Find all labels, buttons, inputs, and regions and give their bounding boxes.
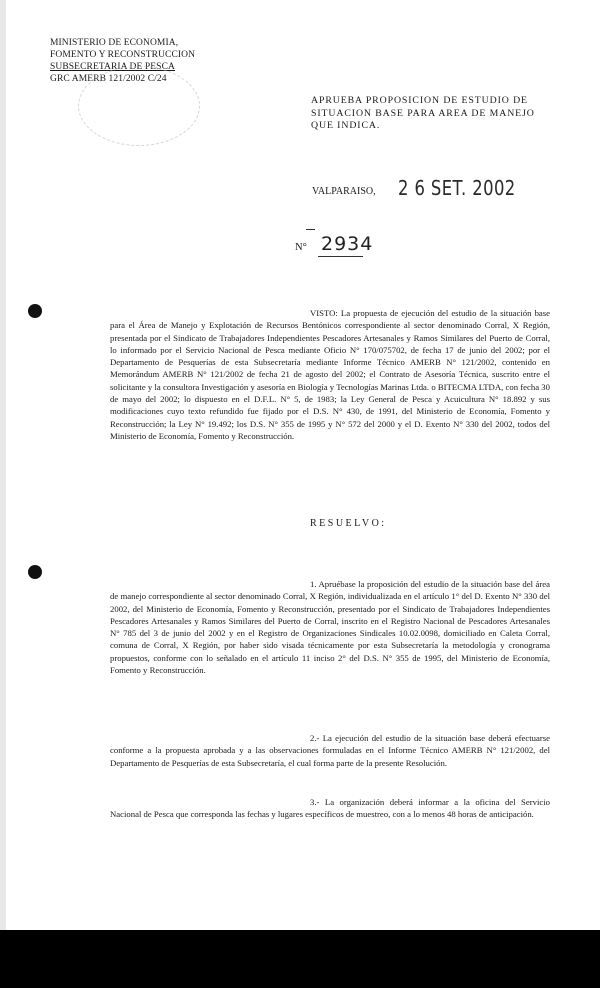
article-3-paragraph	[110, 796, 550, 821]
scan-edge	[0, 0, 6, 988]
article-2-paragraph	[110, 732, 550, 769]
number-dash	[306, 229, 315, 230]
ministry-line-2: FOMENTO Y RECONSTRUCCION	[50, 50, 196, 60]
visto-paragraph	[110, 307, 550, 442]
number-underline	[318, 256, 363, 257]
faded-seal-stamp	[78, 66, 200, 146]
subsecretaria-line: SUBSECRETARIA DE PESCA	[50, 62, 175, 72]
reference-code: GRC AMERB 121/2002 C/24	[50, 74, 167, 84]
resolution-title: APRUEBA PROPOSICION DE ESTUDIO DE SITUACION BASE PARA AREA DE MANEJO QUE INDICA.	[311, 95, 535, 131]
date-stamp: 2 6 SET. 2002	[398, 176, 516, 200]
place-label: VALPARAISO,	[312, 186, 376, 197]
article-1-paragraph	[110, 578, 550, 676]
number-label: N°	[295, 242, 307, 253]
article-3-text: 3.- La organización deberá informar a la oficina del Servicio Nacional de Pesca que corresponda las fechas y lugares específicos de muestreo, con a lo menos 48 horas de anticipación.	[110, 797, 550, 820]
ministry-line: MINISTERIO DE ECONOMIA,	[50, 38, 179, 48]
scan-bottom-band	[0, 930, 600, 988]
visto-text: VISTO: La propuesta de ejecución del estudio de la situación base para el Área de Manejo y Explotación de Recursos Bentónicos correspondiente al sector denominado Corral, X Región, presentada por el Sindicato de Trabajadores Independientes Pescadores Artesanales y Ramos Similares del Puerto de Corral, lo informado por el Servicio Nacional de Pesca mediante Oficio N° 170/075702, de fecha 17 de junio del 2002; por el Departamento de Pesquerías de esta Subsecretaría mediante Informe Técnico AMERB N° 121/2002, contenido en Memorándum AMERB N° 121/2002 de fecha 21 de agosto del 2002; el Contrato de Asesoría Técnica, suscrito entre el solicitante y la consultora Investigación y asesoría en Biología y Tecnologías Marinas Ltda. o BITECMA LTDA, con fecha 30 de mayo del 2002; lo dispuesto en el D.F.L. N° 5, de 1983; la Ley General de Pesca y Acuicultura N° 18.892 y sus modificaciones cuyo texto refundido fue fijado por el D.S. N° 430, de 1991, del Ministerio de Economía, Fomento y Reconstrucción; la Ley N° 19.492; los D.S. N° 355 de 1995 y N° 572 del 2000 y el D. Exento N° 330 del 2002, todos del Ministerio de Economía, Fomento y Reconstrucción.	[110, 308, 550, 441]
punch-hole-upper	[28, 304, 42, 318]
resuelvo-heading: RESUELVO:	[310, 518, 387, 529]
article-2-text: 2.- La ejecución del estudio de la situación base deberá efectuarse conforme a la propuesta aprobada y a las observaciones formuladas en el Informe Técnico AMERB N° 121/2002, del Departamento de Pesquerías de esta Subsecretaría, el cual forma parte de la presente Resolución.	[110, 733, 550, 768]
resolution-number: 2934	[321, 233, 374, 255]
article-1-text: 1. Apruébase la proposición del estudio de la situación base del área de manejo correspondiente al sector denominado Corral, X Región, individualizada en el artículo 1° del D. Exento N° 330 del 2002, del Ministerio de Economía, Fomento y Reconstrucción, presentado por el Sindicato de Trabajadores Independientes Pescadores Artesanales y Ramos Similares del Puerto de Corral, inscrito en el Registro Nacional de Pescadores Artesanales N° 785 del 3 de junio del 2002 y en el Registro de Organizaciones Sindicales 10.02.0098, domiciliado en Caleta Corral, comuna de Corral, X Región, por haber sido visada técnicamente por esta Subsecretaría la metodología y cronograma propuestos, conforme con lo señalado en el artículo 11 inciso 2° del D.S. N° 355 de 1995, del Ministerio de Economía, Fomento y Reconstrucción.	[110, 579, 550, 676]
punch-hole-lower	[28, 565, 42, 579]
